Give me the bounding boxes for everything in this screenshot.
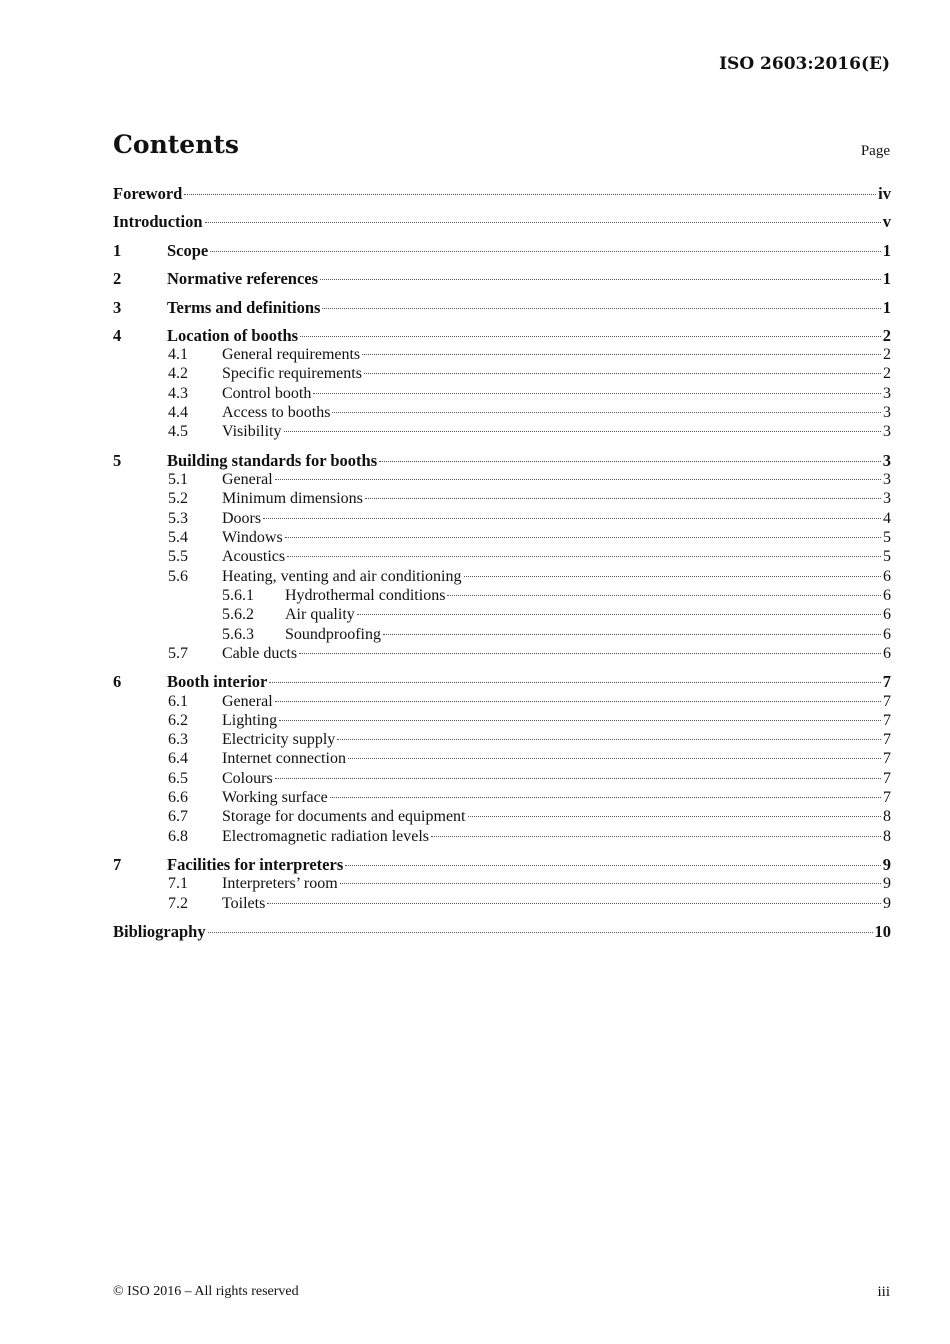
toc-entry-page: 1	[882, 241, 891, 260]
toc-entry-page: 6	[883, 645, 891, 662]
toc-entry[interactable]	[113, 528, 891, 547]
toc-entry-page: 6	[883, 568, 891, 585]
toc-entry-title: Facilities for interpreters	[167, 855, 344, 874]
toc-entry-number: 6.3	[168, 731, 188, 748]
dot-leader	[320, 279, 881, 280]
dot-leader	[269, 682, 880, 683]
dot-leader	[284, 431, 882, 432]
toc-entry-number: 4	[113, 326, 122, 345]
toc-entry-page: 3	[883, 404, 891, 421]
toc-entry[interactable]	[113, 922, 891, 941]
toc-entry-number: 6.1	[168, 693, 188, 710]
toc-entry[interactable]	[113, 298, 891, 317]
toc-entry-number: 5.6	[168, 568, 188, 585]
toc-entry-page: 1	[882, 269, 891, 288]
toc-entry-title: Internet connection	[222, 750, 346, 767]
toc-entry-number: 6	[113, 672, 122, 691]
toc-entry-page: 6	[883, 626, 891, 643]
toc-entry[interactable]	[113, 855, 891, 874]
toc-entry-title: Soundproofing	[285, 626, 381, 643]
dot-leader	[464, 576, 882, 577]
toc-entry-page: 8	[883, 828, 891, 845]
toc-entry-title: Introduction	[113, 212, 203, 231]
toc-entry[interactable]	[113, 730, 891, 749]
toc-entry-page: iv	[878, 184, 891, 203]
toc-entry[interactable]	[113, 470, 891, 489]
page-title: Contents	[113, 130, 240, 159]
toc-entry-page: 7	[883, 693, 891, 710]
toc-entry-title: General	[222, 471, 273, 488]
toc-entry-number: 7.1	[168, 875, 188, 892]
toc-entry-title: Specific requirements	[222, 365, 362, 382]
toc-entry-number: 5.6.1	[222, 587, 254, 604]
toc-entry-number: 6.2	[168, 712, 188, 729]
toc-entry[interactable]	[113, 184, 891, 203]
dot-leader	[365, 498, 881, 499]
toc-entry[interactable]	[113, 644, 891, 663]
toc-entry-title: Scope	[167, 241, 209, 260]
toc-entry-number: 5	[113, 451, 122, 470]
dot-leader	[287, 556, 881, 557]
toc-entry-number: 6.6	[168, 789, 188, 806]
toc-entry[interactable]	[113, 269, 891, 288]
dot-leader	[322, 308, 880, 309]
dot-leader	[210, 251, 881, 252]
toc-entry[interactable]	[113, 586, 891, 605]
toc-entry-page: 3	[883, 423, 891, 440]
dot-leader	[362, 354, 881, 355]
dot-leader	[275, 701, 881, 702]
toc-entry-number: 6.4	[168, 750, 188, 767]
toc-entry[interactable]	[113, 345, 891, 364]
toc-entry-number: 5.7	[168, 645, 188, 662]
toc-entry-page: 2	[883, 346, 891, 363]
toc-entry[interactable]	[113, 605, 891, 624]
toc-entry-title: Bibliography	[113, 922, 206, 941]
dot-leader	[267, 903, 881, 904]
toc-entry-number: 5.3	[168, 510, 188, 527]
toc-entry-title: General requirements	[222, 346, 361, 363]
dot-leader	[348, 758, 881, 759]
toc-entry-page: 2	[882, 326, 891, 345]
dot-leader	[431, 836, 881, 837]
page-column-label: Page	[860, 143, 890, 159]
toc-entry[interactable]	[113, 364, 891, 383]
toc-entry-page: 4	[883, 510, 891, 527]
toc-entry[interactable]	[113, 827, 891, 846]
toc-entry[interactable]	[113, 692, 891, 711]
toc-entry-page: v	[882, 212, 891, 231]
toc-entry-title: General	[222, 693, 273, 710]
toc-entry-number: 4.3	[168, 385, 188, 402]
toc-entry-page: 7	[883, 750, 891, 767]
dot-leader	[208, 932, 873, 933]
toc-entry[interactable]	[113, 212, 891, 231]
toc-entry-title: Terms and definitions	[167, 298, 321, 317]
toc-entry-number: 7.2	[168, 895, 188, 912]
dot-leader	[275, 778, 881, 779]
page-number: iii	[877, 1284, 890, 1300]
toc-entry[interactable]	[113, 547, 891, 566]
toc-entry-page: 10	[874, 922, 891, 941]
toc-entry-page: 7	[883, 712, 891, 729]
dot-leader	[300, 336, 881, 337]
toc-entry-title: Interpreters’ room	[222, 875, 338, 892]
toc-entry-title: Cable ducts	[222, 645, 298, 662]
toc-entry-page: 5	[883, 529, 891, 546]
dot-leader	[330, 797, 881, 798]
dot-leader	[205, 222, 881, 223]
dot-leader	[383, 634, 881, 635]
dot-leader	[340, 883, 881, 884]
toc-entry-title: Heating, venting and air conditioning	[222, 568, 462, 585]
dot-leader	[263, 518, 881, 519]
toc-entry-number: 5.2	[168, 490, 188, 507]
toc-entry-title: Colours	[222, 770, 273, 787]
toc-entry-page: 7	[882, 672, 891, 691]
toc-entry-page: 3	[883, 490, 891, 507]
toc-entry-number: 2	[113, 269, 122, 288]
toc-entry[interactable]	[113, 384, 891, 403]
toc-entry-title: Air quality	[285, 606, 355, 623]
toc-entry-number: 4.2	[168, 365, 188, 382]
toc-entry-number: 6.5	[168, 770, 188, 787]
copyright-notice: © ISO 2016 – All rights reserved	[113, 1284, 299, 1299]
dot-leader	[279, 720, 881, 721]
toc-entry[interactable]	[113, 451, 891, 470]
toc-entry-number: 5.4	[168, 529, 188, 546]
toc-entry-number: 1	[113, 241, 122, 260]
dot-leader	[313, 393, 881, 394]
toc-entry[interactable]	[113, 489, 891, 508]
toc-entry[interactable]	[113, 894, 891, 913]
toc-entry[interactable]	[113, 625, 891, 644]
toc-entry-number: 3	[113, 298, 122, 317]
toc-entry-title: Normative references	[167, 269, 319, 288]
toc-entry-number: 5.6.2	[222, 606, 254, 623]
toc-entry-title: Lighting	[222, 712, 278, 729]
toc-entry[interactable]	[113, 326, 891, 345]
dot-leader	[285, 537, 881, 538]
toc-entry-title: Foreword	[113, 184, 183, 203]
toc-entry-title: Hydrothermal conditions	[285, 587, 446, 604]
toc-entry-page: 9	[882, 855, 891, 874]
toc-entry-title: Booth interior	[167, 672, 268, 691]
toc-entry-number: 5.6.3	[222, 626, 254, 643]
toc-entry[interactable]	[113, 672, 891, 691]
toc-entry-page: 8	[883, 808, 891, 825]
toc-entry-page: 5	[883, 548, 891, 565]
toc-entry-number: 4.5	[168, 423, 188, 440]
dot-leader	[379, 461, 881, 462]
toc-entry[interactable]	[113, 509, 891, 528]
document-id: ISO 2603:2016(E)	[719, 54, 890, 74]
toc-entry-title: Control booth	[222, 385, 312, 402]
dot-leader	[275, 479, 881, 480]
toc-entry-number: 6.7	[168, 808, 188, 825]
toc-entry-page: 6	[883, 587, 891, 604]
toc-entry-page: 7	[883, 770, 891, 787]
dot-leader	[332, 412, 881, 413]
toc-entry-title: Toilets	[222, 895, 266, 912]
toc-entry-title: Electricity supply	[222, 731, 336, 748]
toc-entry-number: 6.8	[168, 828, 188, 845]
toc-entry-page: 6	[883, 606, 891, 623]
toc-entry-title: Access to booths	[222, 404, 331, 421]
toc-entry[interactable]	[113, 749, 891, 768]
toc-entry-page: 3	[883, 471, 891, 488]
toc-entry[interactable]	[113, 241, 891, 260]
toc-entry[interactable]	[113, 769, 891, 788]
toc-entry[interactable]	[113, 567, 891, 586]
toc-entry-number: 4.4	[168, 404, 188, 421]
toc-entry-title: Working surface	[222, 789, 328, 806]
toc-entry-number: 5.5	[168, 548, 188, 565]
toc-entry[interactable]	[113, 788, 891, 807]
toc-entry-title: Acoustics	[222, 548, 286, 565]
dot-leader	[337, 739, 881, 740]
dot-leader	[345, 865, 881, 866]
toc-entry-number: 7	[113, 855, 122, 874]
toc-entry-page: 7	[883, 789, 891, 806]
toc-entry-page: 3	[882, 451, 891, 470]
toc-entry-page: 1	[882, 298, 891, 317]
dot-leader	[357, 614, 881, 615]
toc-entry-title: Storage for documents and equipment	[222, 808, 466, 825]
toc-entry-title: Doors	[222, 510, 262, 527]
toc-entry[interactable]	[113, 874, 891, 893]
toc-entry-title: Visibility	[222, 423, 282, 440]
dot-leader	[364, 373, 881, 374]
toc-entry-page: 3	[883, 385, 891, 402]
toc-entry-number: 5.1	[168, 471, 188, 488]
toc-entry[interactable]	[113, 422, 891, 441]
toc-entry-title: Minimum dimensions	[222, 490, 363, 507]
toc-entry-title: Windows	[222, 529, 283, 546]
toc-entry[interactable]	[113, 711, 891, 730]
toc-entry[interactable]	[113, 403, 891, 422]
dot-leader	[184, 194, 876, 195]
toc-entry-page: 9	[883, 875, 891, 892]
toc-entry-title: Location of booths	[167, 326, 299, 345]
toc-entry-title: Building standards for booths	[167, 451, 378, 470]
toc-entry-page: 7	[883, 731, 891, 748]
toc-entry[interactable]	[113, 807, 891, 826]
toc-entry-page: 9	[883, 895, 891, 912]
dot-leader	[447, 595, 881, 596]
toc-entry-number: 4.1	[168, 346, 188, 363]
toc-entry-page: 2	[883, 365, 891, 382]
dot-leader	[299, 653, 881, 654]
toc-entry-title: Electromagnetic radiation levels	[222, 828, 430, 845]
dot-leader	[468, 816, 882, 817]
